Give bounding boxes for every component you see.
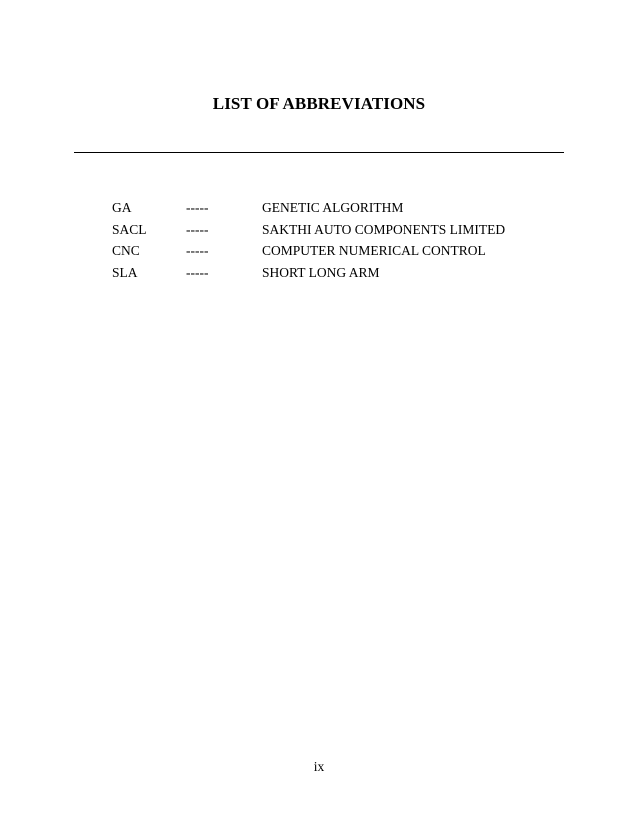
page-number: ix <box>313 759 325 774</box>
abbreviation-separator: ----- <box>186 221 209 237</box>
abbreviation-separator: ----- <box>186 243 209 258</box>
abbreviation-definition: GENETIC ALGORITHM <box>262 200 404 215</box>
abbreviation-term: SLA <box>112 264 138 280</box>
abbreviation-term: GA <box>112 200 132 215</box>
abbreviation-separator: ----- <box>186 200 209 215</box>
abbreviation-row <box>112 221 572 243</box>
horizontal-rule <box>74 152 564 153</box>
abbreviation-definition: SHORT LONG ARM <box>262 264 380 280</box>
abbreviation-row <box>112 242 572 264</box>
abbreviation-list <box>112 199 572 285</box>
abbreviation-row <box>112 199 572 221</box>
page-title: LIST OF ABBREVIATIONS <box>212 94 426 113</box>
abbreviation-term: SACL <box>112 221 147 237</box>
abbreviation-row <box>112 264 572 286</box>
abbreviation-definition: SAKTHI AUTO COMPONENTS LIMITED <box>262 221 506 237</box>
abbreviation-term: CNC <box>112 243 140 258</box>
abbreviation-separator: ----- <box>186 264 209 280</box>
abbreviation-definition: COMPUTER NUMERICAL CONTROL <box>262 243 486 258</box>
